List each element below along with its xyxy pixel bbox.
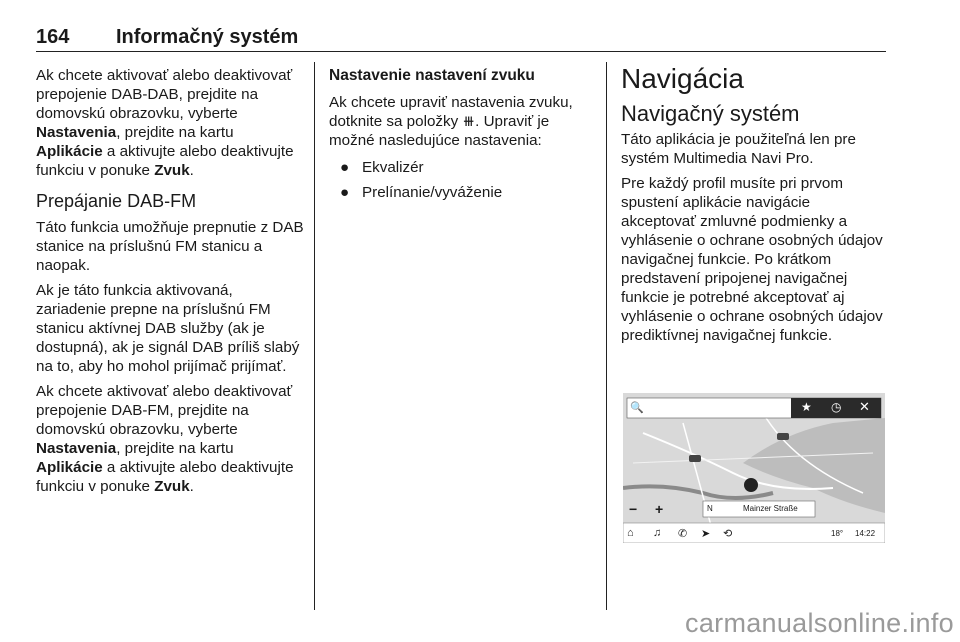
compass-label: N	[707, 504, 713, 513]
temperature-readout: 18°	[831, 529, 844, 538]
paragraph-sound-settings: Ak chcete upraviť nastavenia zvuku, dotknite sa položky ⧻. Upraviť je možné nasledujúce nastavenia:	[329, 94, 573, 149]
zoom-out-button[interactable]: −	[629, 501, 638, 517]
page-header	[36, 26, 886, 50]
paragraph-dab-fm-intro: Táto funkcia umožňuje prepnutie z DAB stanice na príslušnú FM stanicu a naopak.	[36, 219, 304, 274]
heading-navigation-system: Navigačný systém	[621, 101, 800, 126]
footer-watermark-url: carmanualsonline.info	[685, 608, 954, 638]
heading-sound-settings: Nastavenie nastavení zvuku	[329, 67, 535, 84]
phone-icon[interactable]: ✆	[678, 528, 688, 540]
list-item: ● Ekvalizér	[340, 159, 424, 176]
close-icon[interactable]: ✕	[859, 399, 870, 414]
time-readout: 14:22	[855, 529, 876, 538]
search-icon[interactable]: 🔍	[630, 402, 644, 414]
column-right	[621, 63, 886, 351]
home-icon[interactable]: ⌂	[627, 527, 634, 539]
paragraph-dab-fm-toggle: Ak chcete aktivovať alebo deaktivovať prepojenie DAB-FM, prejdite na domovskú obrazovku, vyberte Nastavenia, prejdite na kartu Aplikácie a aktivujte alebo deaktivujte funkciu v ponuke Zvuk.	[36, 383, 294, 495]
paragraph-dab-fm-active: Ak je táto funkcia aktivovaná, zariadenie prepne na príslušnú FM stanicu aktívnej DAB služby (ak je dostupná), ak je signál DAB príliš slabý na to, aby ho mohol prijímač prijímať.	[36, 282, 300, 375]
clock-icon[interactable]: ◷	[831, 400, 842, 414]
paragraph-navi-pro: Táto aplikácia je použiteľná len pre systém Multimedia Navi Pro.	[621, 131, 856, 167]
navigation-icon[interactable]: ➤	[701, 528, 711, 540]
paragraph-dab-dab: Ak chcete aktivovať alebo deaktivovať prepojenie DAB-DAB, prejdite na domovskú obrazovku, vyberte Nastavenia, prejdite na kartu Aplikácie a aktivujte alebo deaktivujte funkciu v ponuke Zvuk.	[36, 67, 294, 179]
column-left	[36, 66, 304, 502]
paragraph-terms: Pre každý profil musíte pri prvom spustení aplikácie navigácie akceptovať zmluvné podmienky a vyhlásenie o ochrane osobných údajov navigačnej funkcie. Po krátkom predstavení pripojenej navigačnej funkcie je potrebné akceptovať aj vyhlásenie o ochrane osobných údajov prediktívnej navigačnej funkcie.	[621, 175, 883, 344]
street-label: Mainzer Straße	[743, 504, 798, 513]
column-divider	[314, 62, 315, 610]
music-icon[interactable]: ♫	[653, 527, 662, 539]
sound-settings-list	[329, 158, 597, 202]
zoom-in-button[interactable]: +	[655, 501, 664, 517]
map-illustration	[623, 393, 885, 543]
column-divider	[606, 62, 607, 610]
heading-navigation: Navigácia	[621, 63, 744, 94]
page-number: 164	[36, 26, 70, 48]
list-item: ● Prelínanie/vyváženie	[340, 184, 503, 201]
heading-dab-fm: Prepájanie DAB-FM	[36, 191, 197, 211]
page-title: Informačný systém	[116, 26, 299, 48]
connect-icon[interactable]: ⟲	[723, 528, 733, 540]
navigation-map-screenshot	[623, 393, 885, 543]
star-icon[interactable]: ★	[801, 400, 812, 414]
column-middle	[329, 66, 597, 208]
equalizer-icon: ⧻	[462, 113, 476, 130]
header-rule	[36, 51, 886, 52]
